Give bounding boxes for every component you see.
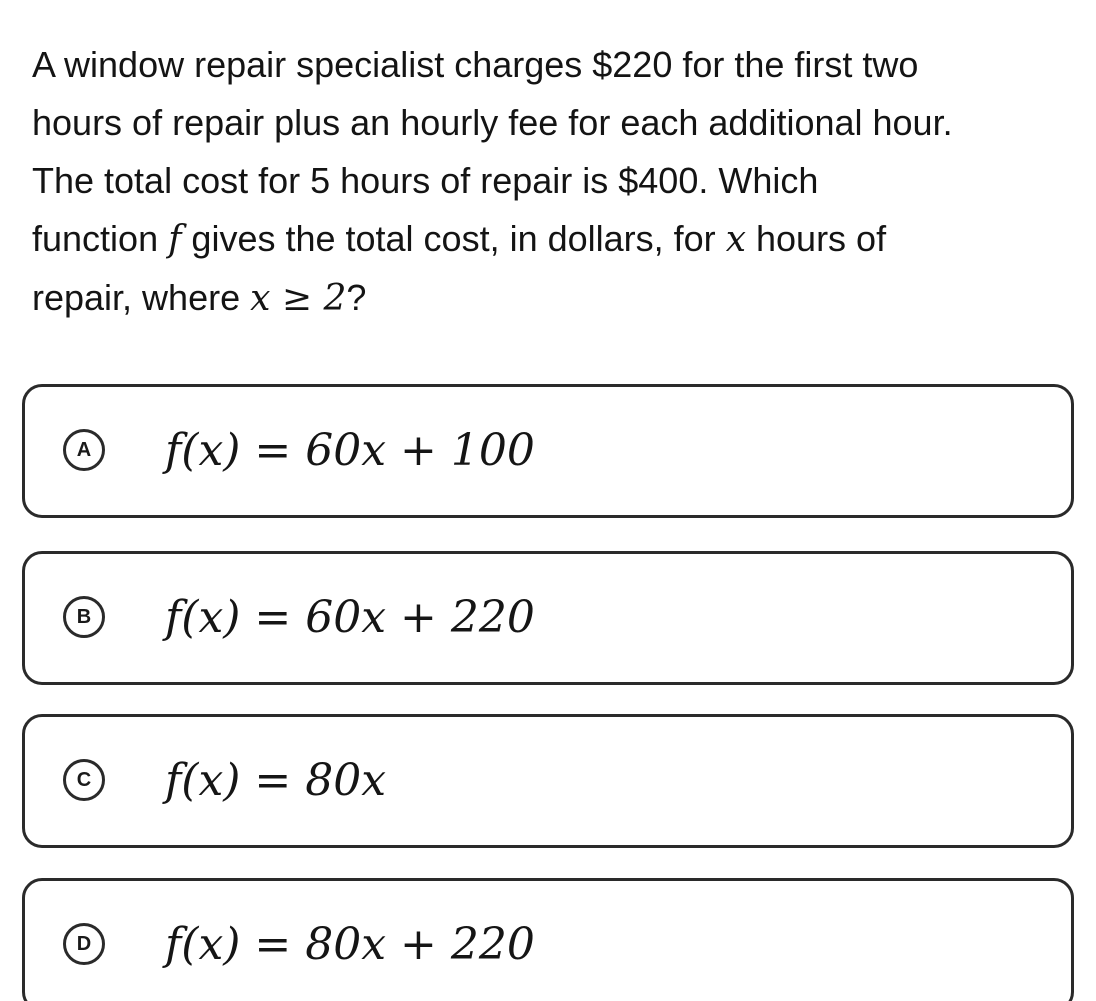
option-formula-c: f(x) = 80x: [165, 755, 387, 806]
answer-option-a[interactable]: [22, 384, 1074, 518]
option-letter-c: C: [63, 759, 105, 801]
domain-condition: x ≥ 2: [250, 278, 347, 319]
variable-symbol: x: [725, 219, 746, 260]
answer-option-d[interactable]: [22, 878, 1074, 1001]
question-line-4-text-c: hours of: [746, 218, 887, 259]
answer-option-c[interactable]: [22, 714, 1074, 848]
question-line-5-text-b: ?: [346, 277, 367, 318]
option-letter-b: B: [63, 596, 105, 638]
option-formula-a: f(x) = 60x + 100: [165, 425, 535, 476]
option-formula-b: f(x) = 60x + 220: [165, 592, 535, 643]
question-line-4-text-a: function: [32, 218, 169, 259]
answer-option-b[interactable]: [22, 551, 1074, 685]
option-letter-a: A: [63, 429, 105, 471]
question-line-4-text-b: gives the total cost, in dollars, for: [181, 218, 726, 259]
question-line-2: hours of repair plus an hourly fee for each additional hour.: [32, 102, 953, 143]
option-letter-d: D: [63, 923, 105, 965]
question-line-3: The total cost for 5 hours of repair is $400. Which: [32, 160, 819, 201]
question-line-1: A window repair specialist charges $220 for the first two: [32, 44, 919, 85]
question-line-5: [32, 269, 1072, 328]
option-formula-d: f(x) = 80x + 220: [165, 919, 535, 970]
question-line-4: [32, 210, 1072, 269]
question-line-5-text-a: repair, where: [32, 277, 251, 318]
function-symbol: f: [168, 219, 182, 260]
question-text: [32, 36, 1072, 328]
